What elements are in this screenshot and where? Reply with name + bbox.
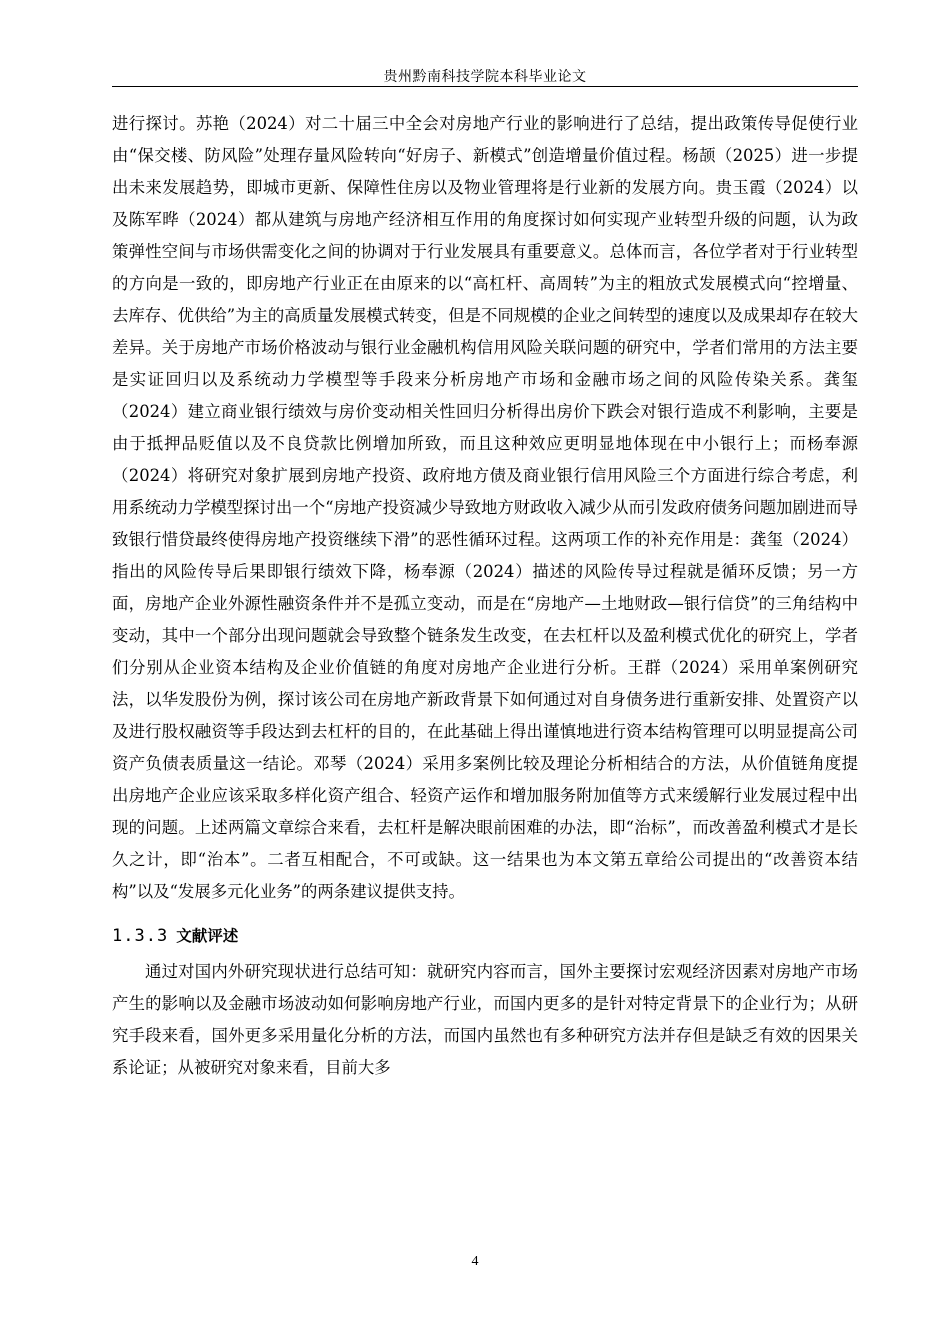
- page-number: 4: [471, 1254, 479, 1269]
- section-heading: [112, 920, 858, 952]
- page-header: [112, 56, 858, 87]
- header-title: 贵州黔南科技学院本科毕业论文: [383, 69, 587, 85]
- section-number: 1.3.3: [112, 926, 169, 946]
- body-paragraph: 进行探讨。苏艳（2024）对二十届三中全会对房地产行业的影响进行了总结，提出政策传导促使行业由“保交楼、防风险”处理存量风险转向“好房子、新模式”创造增量价值过程。杨颉（2025）进一步提出未来发展趋势，即城市更新、保障性住房以及物业管理将是行业新的发展方向。贵玉霞（2024）以及陈军晔（2024）都从建筑与房地产经济相互作用的角度探讨如何实现产业转型升级的问题，认为政策弹性空间与市场供需变化之间的协调对于行业发展具有重要意义。总体而言，各位学者对于行业转型的方向是一致的，即房地产行业正在由原来的以“高杠杆、高周转”为主的粗放式发展模式向“控增量、去库存、优供给”为主的高质量发展模式转变，但是不同规模的企业之间转型的速度以及成果却存在较大差异。关于房地产市场价格波动与银行业金融机构信用风险关联问题的研究中，学者们常用的方法主要是实证回归以及系统动力学模型等手段来分析房地产市场和金融市场之间的风险传染关系。龚玺（2024）建立商业银行绩效与房价变动相关性回归分析得出房价下跌会对银行造成不利影响，主要是由于抵押品贬值以及不良贷款比例增加所致，而且这种效应更明显地体现在中小银行上；而杨奉源（2024）将研究对象扩展到房地产投资、政府地方债及商业银行信用风险三个方面进行综合考虑，利用系统动力学模型探讨出一个“房地产投资减少导致地方财政收入减少从而引发政府债务问题加剧进而导致银行惜贷最终使得房地产投资继续下滑”的恶性循环过程。这两项工作的补充作用是：龚玺（2024）指出的风险传导后果即银行绩效下降，杨奉源（2024）描述的风险传导过程就是循环反馈；另一方面，房地产企业外源性融资条件并不是孤立变动，而是在“房地产—土地财政—银行信贷”的三角结构中变动，其中一个部分出现问题就会导致整个链条发生改变，在去杠杆以及盈利模式优化的研究上，学者们分别从企业资本结构及企业价值链的角度对房地产企业进行分析。王群（2024）采用单案例研究法，以华发股份为例，探讨该公司在房地产新政背景下如何通过对自身债务进行重新安排、处置资产以及进行股权融资等手段达到去杠杆的目的，在此基础上得出谨慎地进行资本结构管理可以明显提高公司资产负债表质量这一结论。邓琴（2024）采用多案例比较及理论分析相结合的方法，从价值链角度提出房地产企业应该采取多样化资产组合、轻资产运作和增加服务附加值等方式来缓解行业发展过程中出现的问题。上述两篇文章综合来看，去杠杆是解决眼前困难的办法，即“治标”，而改善盈利模式才是长久之计，即“治本”。二者互相配合，不可或缺。这一结果也为本文第五章给公司提出的“改善资本结构”以及“发展多元化业务”的两条建议提供支持。: [112, 114, 858, 901]
- paper-body: [112, 108, 858, 1084]
- body-paragraph: 通过对国内外研究现状进行总结可知：就研究内容而言，国外主要探讨宏观经济因素对房地产市场产生的影响以及金融市场波动如何影响房地产行业，而国内更多的是针对特定背景下的企业行为；从研究手段来看，国外更多采用量化分析的方法，而国内虽然也有多种研究方法并存但是缺乏有效的因果关系论证；从被研究对象来看，目前大多: [112, 962, 858, 1077]
- section-title: 文献评述: [176, 927, 239, 945]
